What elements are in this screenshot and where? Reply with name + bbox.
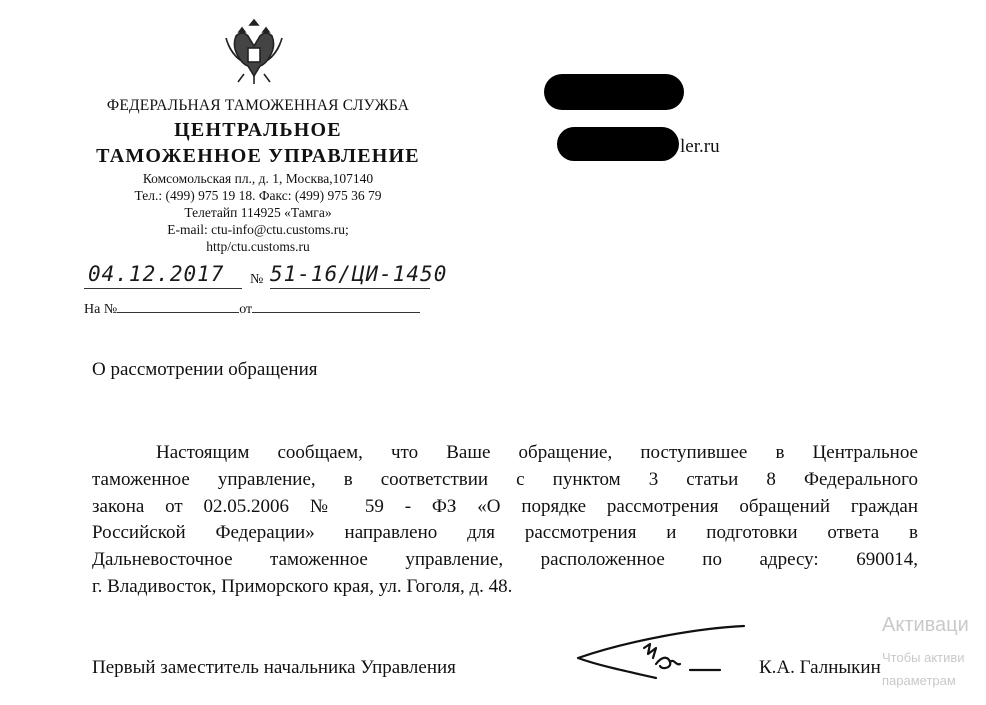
date-underline <box>84 288 242 289</box>
department-name-line2: ТАМОЖЕННОЕ УПРАВЛЕНИЕ <box>96 145 420 167</box>
redacted-recipient-name <box>544 74 684 110</box>
handwritten-signature <box>570 618 750 690</box>
reference-date-blank <box>252 300 420 313</box>
website: http/ctu.customs.ru <box>206 239 310 254</box>
reference-prefix: На № <box>84 302 118 317</box>
letter-body <box>92 440 918 601</box>
postal-address: Комсомольская пл., д. 1, Москва,107140 <box>142 171 374 186</box>
outgoing-date: 04.12.2017 <box>88 262 225 286</box>
body-line: г. Владивосток, Приморского края, ул. Гоголя, д. 48. <box>92 575 513 597</box>
agency-name: ФЕДЕРАЛЬНАЯ ТАМОЖЕННАЯ СЛУЖБА <box>106 97 410 114</box>
activation-watermark-line2: параметрам <box>882 673 956 688</box>
reference-from-label: от <box>239 302 253 317</box>
activation-watermark-line1: Чтобы активи <box>882 650 965 665</box>
body-line: таможенное управление, в соответствии с пунктом 3 статьи 8 Федерального <box>92 468 918 490</box>
email-address: E-mail: ctu-info@ctu.customs.ru; <box>167 222 349 237</box>
body-line: Дальневосточное таможенное управление, расположенное по адресу: 690014, <box>92 549 918 571</box>
body-line: закона от 02.05.2006 № 59 - ФЗ «О порядке рассмотрения обращений граждан <box>92 495 918 517</box>
department-name-line1: ЦЕНТРАЛЬНОЕ <box>174 119 342 141</box>
letter-subject: О рассмотрении обращения <box>92 359 318 380</box>
number-sign: № <box>250 272 264 287</box>
phone-fax: Тел.: (499) 975 19 18. Факс: (499) 975 36 79 <box>134 188 382 203</box>
signer-name: К.А. Галныкин <box>759 657 881 678</box>
recipient-email-suffix: ler.ru <box>680 136 720 157</box>
activation-watermark-title: Активаци <box>882 614 969 636</box>
reference-number-blank <box>117 300 239 313</box>
coat-of-arms-emblem <box>222 14 286 88</box>
number-underline <box>270 288 430 289</box>
reference-row <box>84 300 420 318</box>
redacted-recipient-email <box>557 127 679 161</box>
outgoing-number: 51-16/ЦИ-1450 <box>270 262 448 286</box>
body-line: Настоящим сообщаем, что Ваше обращение, поступившее в Центральное <box>156 442 918 463</box>
body-line: Российской Федерации» направлено для рассмотрения и подготовки ответа в <box>92 522 918 544</box>
teletype: Телетайп 114925 «Тамга» <box>184 205 332 220</box>
signer-position: Первый заместитель начальника Управления <box>92 657 456 678</box>
